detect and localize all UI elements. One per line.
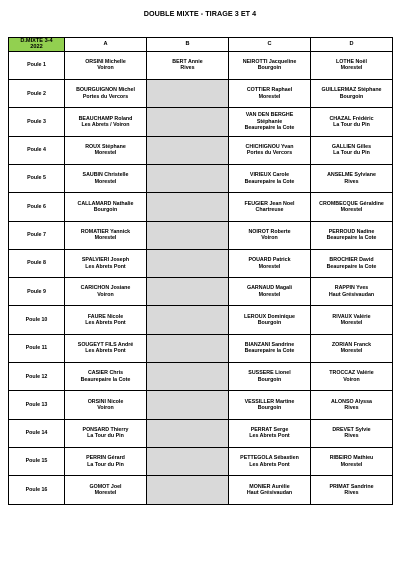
cell-c bbox=[229, 221, 311, 249]
club-name: Morestel bbox=[94, 235, 117, 242]
player-name: VIRIEUX Carole bbox=[249, 172, 290, 179]
column-header-b: B bbox=[147, 38, 229, 52]
row-label: Poule 4 bbox=[9, 136, 65, 164]
row-label: Poule 9 bbox=[9, 278, 65, 306]
row-label: Poule 6 bbox=[9, 193, 65, 221]
empty-cell bbox=[147, 136, 229, 164]
row-label: Poule 14 bbox=[9, 419, 65, 447]
player-name: PETTEGOLA Sébastien bbox=[240, 455, 299, 462]
cell-c bbox=[229, 306, 311, 334]
empty-cell bbox=[147, 363, 229, 391]
club-name: Morestel bbox=[340, 320, 363, 327]
empty-cell bbox=[147, 306, 229, 334]
row-label: Poule 16 bbox=[9, 476, 65, 504]
table-row bbox=[9, 221, 393, 249]
cell-b bbox=[147, 51, 229, 79]
player-name: MONIER Aurélie bbox=[249, 483, 290, 490]
club-name: Bourgoin bbox=[257, 376, 282, 383]
player-name: LOTHE Noël bbox=[336, 59, 367, 66]
cell-a bbox=[65, 306, 147, 334]
cell-d bbox=[311, 391, 393, 419]
cell-c bbox=[229, 476, 311, 504]
table-row bbox=[9, 108, 393, 136]
player-name: CASIER Chris bbox=[87, 370, 124, 377]
row-label: Poule 10 bbox=[9, 306, 65, 334]
player-name: SPALVIERI Joseph bbox=[81, 257, 130, 264]
club-name: Rives bbox=[180, 65, 195, 72]
player-name: ORSINI Michelle bbox=[85, 59, 126, 66]
player-name: TROCCAZ Valérie bbox=[329, 370, 374, 377]
row-label: Poule 7 bbox=[9, 221, 65, 249]
club-name: Rives bbox=[344, 433, 359, 440]
empty-cell bbox=[147, 391, 229, 419]
cell-c bbox=[229, 108, 311, 136]
player-name: RIVAUX Valérie bbox=[332, 313, 371, 320]
cell-d bbox=[311, 221, 393, 249]
cell-d bbox=[311, 249, 393, 277]
club-name: Voiron bbox=[97, 291, 114, 298]
cell-c bbox=[229, 193, 311, 221]
cell-d bbox=[311, 447, 393, 475]
cell-a bbox=[65, 108, 147, 136]
club-name: Beaurepaire la Cote bbox=[244, 348, 295, 355]
club-name: La Tour du Pin bbox=[333, 150, 370, 157]
cell-c bbox=[229, 391, 311, 419]
club-name: Morestel bbox=[94, 489, 117, 496]
player-name: BOURGUIGNON Michel bbox=[76, 87, 135, 94]
player-name: LEROUX Dominique bbox=[244, 313, 295, 320]
table-row bbox=[9, 363, 393, 391]
cell-d bbox=[311, 278, 393, 306]
player-name: FEUGIER Jean Noel bbox=[244, 200, 295, 207]
player-name: BIANZANI Sandrine bbox=[244, 342, 295, 349]
corner-label-line: D.MIXTE 3-4 bbox=[20, 38, 53, 44]
corner-label-line: 2022 bbox=[30, 44, 43, 51]
club-name: Morestel bbox=[258, 93, 281, 100]
club-name: Bourgoin bbox=[257, 320, 282, 327]
club-name: Voiron bbox=[97, 65, 114, 72]
player-name: GUILLERMAZ Stéphane bbox=[321, 87, 382, 94]
club-name: La Tour du Pin bbox=[87, 461, 124, 468]
cell-d bbox=[311, 306, 393, 334]
empty-cell bbox=[147, 193, 229, 221]
player-name: RIBEIRO Mathieu bbox=[329, 455, 374, 462]
empty-cell bbox=[147, 165, 229, 193]
player-name: GARNAUD Magali bbox=[246, 285, 293, 292]
player-name: BERT Annie bbox=[172, 59, 203, 66]
empty-cell bbox=[147, 108, 229, 136]
row-label: Poule 2 bbox=[9, 80, 65, 108]
empty-cell bbox=[147, 221, 229, 249]
player-name: BEAUCHAMP Roland bbox=[78, 115, 133, 122]
club-name: Morestel bbox=[340, 461, 363, 468]
cell-d bbox=[311, 193, 393, 221]
cell-a bbox=[65, 249, 147, 277]
cell-d bbox=[311, 363, 393, 391]
player-name: CHAZAL Frédéric bbox=[329, 115, 374, 122]
cell-c bbox=[229, 136, 311, 164]
club-name: La Tour du Pin bbox=[87, 433, 124, 440]
row-label: Poule 5 bbox=[9, 165, 65, 193]
column-header-c: C bbox=[229, 38, 311, 52]
empty-cell bbox=[147, 419, 229, 447]
player-name: PRIMAT Sandrine bbox=[329, 483, 374, 490]
club-name: Les Abrets Pont bbox=[85, 348, 126, 355]
player-name: CALLAMARD Nathalie bbox=[77, 200, 134, 207]
cell-d bbox=[311, 80, 393, 108]
player-name: CROMBECQUE Géraldine bbox=[319, 200, 384, 207]
table-row bbox=[9, 80, 393, 108]
cell-a bbox=[65, 476, 147, 504]
club-name: Les Abrets Pont bbox=[249, 433, 290, 440]
cell-d bbox=[311, 476, 393, 504]
club-name: Rives bbox=[344, 489, 359, 496]
corner-cell bbox=[9, 38, 65, 52]
table-row bbox=[9, 278, 393, 306]
player-name: PONSARD Thierry bbox=[82, 426, 129, 433]
player-name: GOMOT Joel bbox=[89, 483, 122, 490]
club-name: La Tour du Pin bbox=[333, 122, 370, 129]
row-label: Poule 11 bbox=[9, 334, 65, 362]
club-name: Haut Grésivaudan bbox=[246, 489, 293, 496]
club-name: Les Abrets Pont bbox=[249, 461, 290, 468]
row-label: Poule 12 bbox=[9, 363, 65, 391]
cell-a bbox=[65, 193, 147, 221]
club-name: Bourgoin bbox=[339, 93, 364, 100]
club-name: Morestel bbox=[94, 178, 117, 185]
cell-c bbox=[229, 51, 311, 79]
table-row bbox=[9, 419, 393, 447]
row-label: Poule 1 bbox=[9, 51, 65, 79]
club-name: Morestel bbox=[258, 291, 281, 298]
cell-a bbox=[65, 363, 147, 391]
player-name: POUARD Patrick bbox=[248, 257, 291, 264]
empty-cell bbox=[147, 334, 229, 362]
player-name: SUSSERE Lionel bbox=[248, 370, 291, 377]
player-name: CARICHON Josiane bbox=[80, 285, 131, 292]
player-name: VESSILLER Martine bbox=[244, 398, 295, 405]
player-name: ROMATIER Yannick bbox=[80, 228, 131, 235]
club-name: Morestel bbox=[340, 348, 363, 355]
table-row bbox=[9, 51, 393, 79]
player-name: GALLIEN Gilles bbox=[331, 143, 372, 150]
table-row bbox=[9, 476, 393, 504]
cell-a bbox=[65, 447, 147, 475]
table-row bbox=[9, 165, 393, 193]
club-name: Voiron bbox=[261, 235, 278, 242]
row-label: Poule 15 bbox=[9, 447, 65, 475]
cell-d bbox=[311, 334, 393, 362]
player-name: ANSELME Sylviane bbox=[327, 172, 376, 179]
cell-c bbox=[229, 363, 311, 391]
club-name: Beaurepaire la Cote bbox=[326, 235, 377, 242]
club-name: Bourgoin bbox=[257, 405, 282, 412]
row-label: Poule 13 bbox=[9, 391, 65, 419]
player-name: PERRAT Serge bbox=[250, 426, 289, 433]
club-name: Morestel bbox=[94, 150, 117, 157]
cell-c bbox=[229, 447, 311, 475]
club-name: Morestel bbox=[340, 206, 363, 213]
player-name: SOUGEYT FILS André bbox=[77, 342, 134, 349]
cell-a bbox=[65, 419, 147, 447]
cell-c bbox=[229, 419, 311, 447]
table-row bbox=[9, 447, 393, 475]
empty-cell bbox=[147, 476, 229, 504]
table-row bbox=[9, 334, 393, 362]
column-header-a: A bbox=[65, 38, 147, 52]
empty-cell bbox=[147, 278, 229, 306]
cell-c bbox=[229, 249, 311, 277]
column-header-d: D bbox=[311, 38, 393, 52]
cell-c bbox=[229, 80, 311, 108]
empty-cell bbox=[147, 80, 229, 108]
cell-c bbox=[229, 165, 311, 193]
club-name: Beaurepaire la Cote bbox=[244, 125, 295, 132]
cell-a bbox=[65, 334, 147, 362]
cell-a bbox=[65, 278, 147, 306]
cell-d bbox=[311, 108, 393, 136]
cell-a bbox=[65, 51, 147, 79]
club-name: Portes du Vercors bbox=[82, 93, 129, 100]
row-label: Poule 3 bbox=[9, 108, 65, 136]
player-name: NEIROTTI Jacqueline bbox=[242, 59, 297, 66]
row-label: Poule 8 bbox=[9, 249, 65, 277]
player-name: FAURE Nicole bbox=[87, 313, 124, 320]
club-name: Portes du Vercors bbox=[246, 150, 293, 157]
cell-a bbox=[65, 165, 147, 193]
club-name: Voiron bbox=[97, 405, 114, 412]
cell-c bbox=[229, 334, 311, 362]
club-name: Les Abrets Pont bbox=[85, 320, 126, 327]
player-name: ROUX Stéphane bbox=[85, 143, 126, 150]
cell-a bbox=[65, 221, 147, 249]
table-row bbox=[9, 136, 393, 164]
club-name: Haut Grésivaudan bbox=[328, 291, 375, 298]
club-name: Morestel bbox=[258, 263, 281, 270]
cell-d bbox=[311, 165, 393, 193]
cell-c bbox=[229, 278, 311, 306]
player-name: PERROUD Nadine bbox=[328, 228, 375, 235]
club-name: Voiron bbox=[343, 376, 360, 383]
player-name: RAPPIN Yves bbox=[334, 285, 369, 292]
empty-cell bbox=[147, 249, 229, 277]
cell-d bbox=[311, 136, 393, 164]
player-name: ORSINI Nicole bbox=[87, 398, 124, 405]
club-name: Bourgoin bbox=[93, 206, 118, 213]
table-row bbox=[9, 193, 393, 221]
player-name: COTTIER Raphael bbox=[246, 87, 293, 94]
club-name: Les Abrets Pont bbox=[85, 263, 126, 270]
player-name: ALONSO Alyssa bbox=[330, 398, 372, 405]
club-name: Chartreuse bbox=[255, 206, 284, 213]
club-name: Rives bbox=[344, 405, 359, 412]
player-name: DREVET Sylvie bbox=[332, 426, 371, 433]
table-row bbox=[9, 306, 393, 334]
cell-d bbox=[311, 419, 393, 447]
club-name: Beaurepaire la Cote bbox=[244, 178, 295, 185]
player-name: Stéphanie bbox=[256, 118, 283, 125]
player-name: VAN DEN BERGHE bbox=[245, 112, 294, 119]
page-title: DOUBLE MIXTE - TIRAGE 3 ET 4 bbox=[143, 9, 257, 18]
table-row bbox=[9, 391, 393, 419]
club-name: Morestel bbox=[340, 65, 363, 72]
empty-cell bbox=[147, 447, 229, 475]
club-name: Beaurepaire la Cote bbox=[80, 376, 131, 383]
table-row bbox=[9, 249, 393, 277]
player-name: ZORIAN Franck bbox=[331, 342, 372, 349]
player-name: BROCHIER David bbox=[329, 257, 374, 264]
cell-a bbox=[65, 391, 147, 419]
cell-a bbox=[65, 136, 147, 164]
club-name: Beaurepaire la Cote bbox=[326, 263, 377, 270]
draw-table-body bbox=[9, 38, 393, 505]
table-header-row bbox=[9, 38, 393, 52]
cell-d bbox=[311, 51, 393, 79]
player-name: PERRIN Gérard bbox=[86, 455, 125, 462]
cell-a bbox=[65, 80, 147, 108]
player-name: NOIROT Roberte bbox=[248, 228, 291, 235]
draw-table bbox=[8, 37, 393, 505]
player-name: CHICHIGNOU Yvan bbox=[245, 143, 294, 150]
club-name: Bourgoin bbox=[257, 65, 282, 72]
player-name: SAUBIN Christelle bbox=[82, 172, 129, 179]
club-name: Les Abrets / Voiron bbox=[81, 122, 130, 129]
club-name: Rives bbox=[344, 178, 359, 185]
